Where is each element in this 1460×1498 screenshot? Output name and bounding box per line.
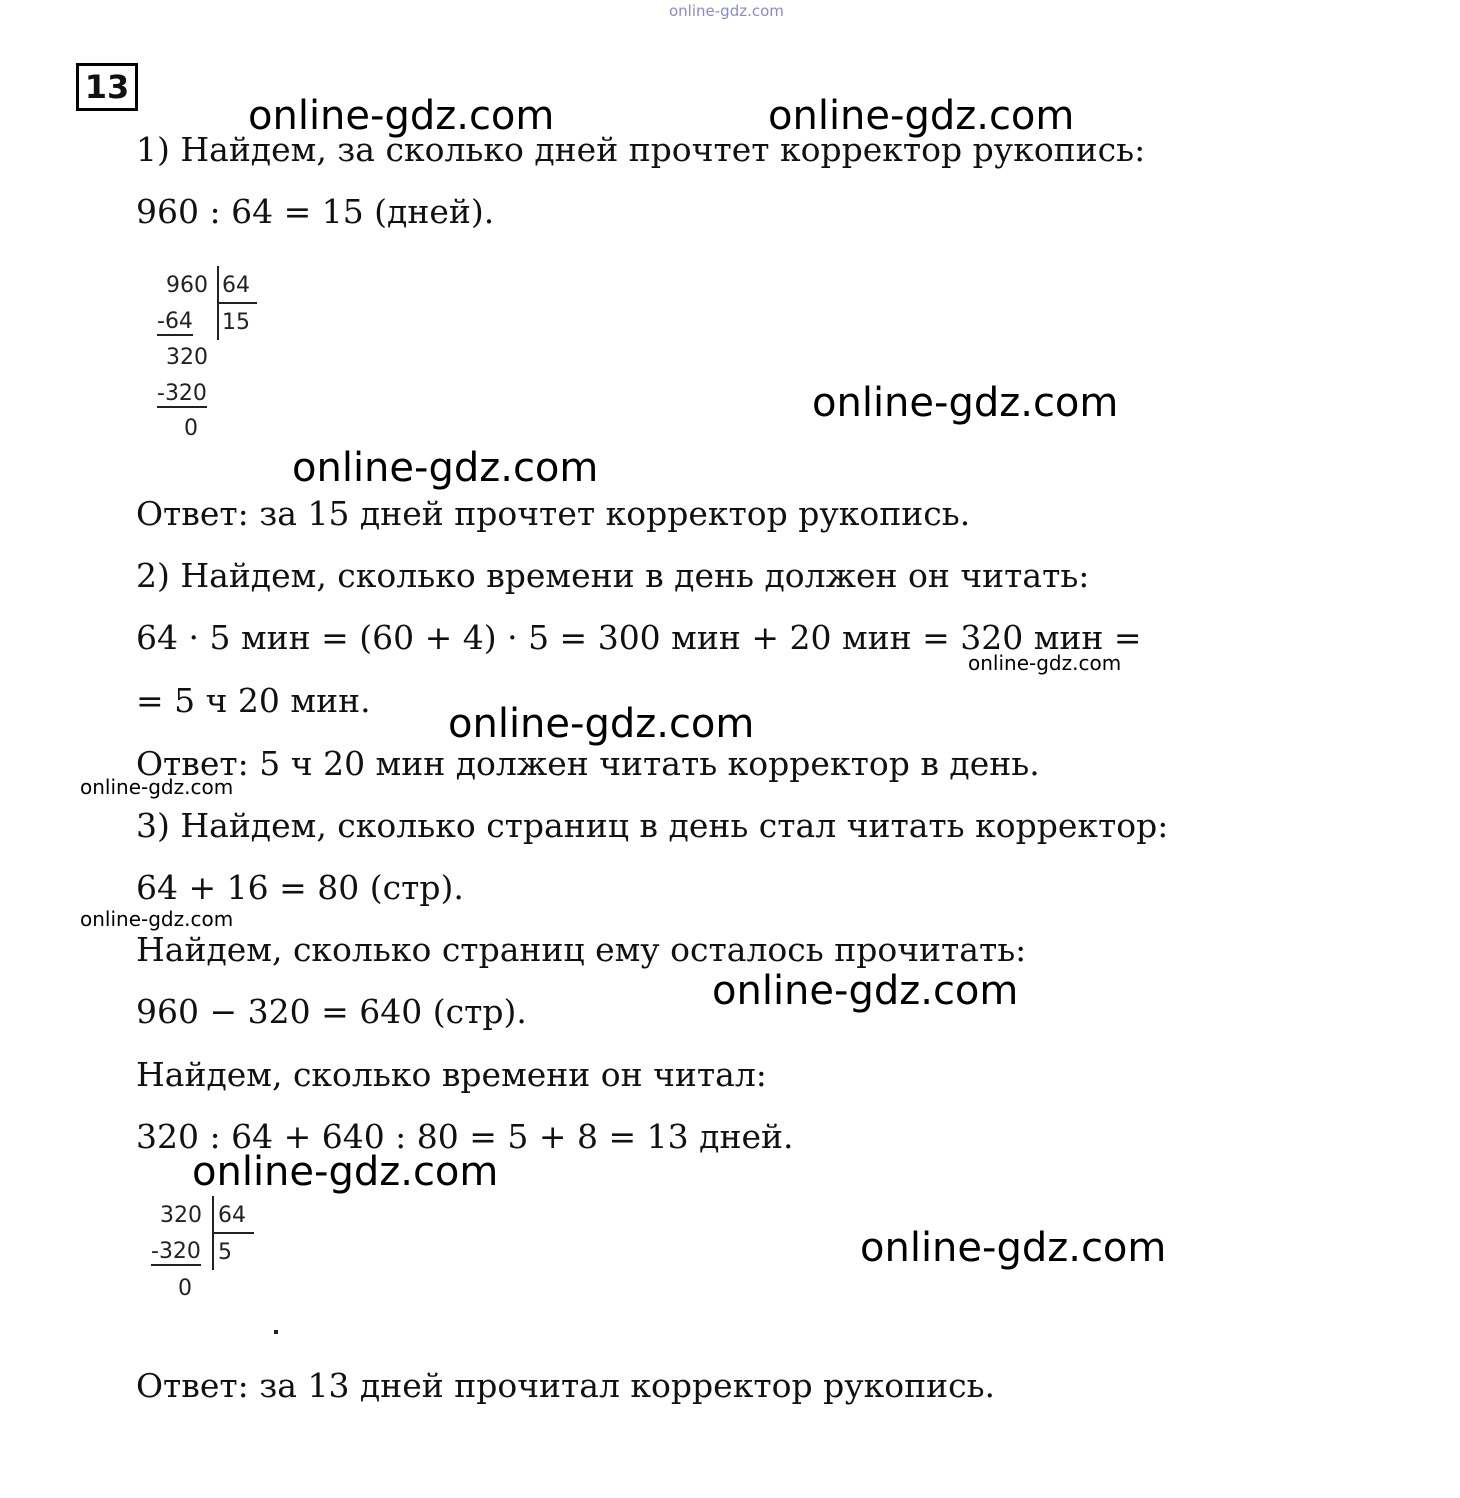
subtrahend: -64 xyxy=(157,309,193,334)
watermark: online-gdz.com xyxy=(448,701,755,747)
stray-dot xyxy=(274,1330,278,1334)
step3-subheading: Найдем, сколько страниц ему осталось прочитать: xyxy=(136,930,1027,969)
step3-equation-3: 320 : 64 + 640 : 80 = 5 + 8 = 13 дней. xyxy=(136,1117,794,1156)
step3-subheading-2: Найдем, сколько времени он читал: xyxy=(136,1055,767,1094)
step2-heading: 2) Найдем, сколько времени в день должен он читать: xyxy=(136,556,1090,595)
watermark: online-gdz.com xyxy=(80,775,234,799)
remainder: 0 xyxy=(184,416,198,441)
divisor: 64 xyxy=(218,1203,246,1228)
step2-equation-cont: = 5 ч 20 мин. xyxy=(136,681,371,720)
watermark: online-gdz.com xyxy=(192,1149,499,1195)
answer-2: Ответ: 5 ч 20 мин должен читать корректор в день. xyxy=(136,744,1040,783)
divisor: 64 xyxy=(222,273,250,298)
watermark-top: online-gdz.com xyxy=(669,2,784,20)
dividend: 960 xyxy=(166,273,208,298)
step1-equation: 960 : 64 = 15 (дней). xyxy=(136,192,495,231)
division-horizontal-bar xyxy=(217,302,257,304)
watermark: online-gdz.com xyxy=(768,93,1075,139)
step3-equation-2: 960 − 320 = 640 (стр). xyxy=(136,992,527,1031)
watermark: online-gdz.com xyxy=(80,907,234,931)
quotient: 15 xyxy=(222,310,250,335)
remainder: 320 xyxy=(166,345,208,370)
watermark: online-gdz.com xyxy=(968,651,1122,675)
division-horizontal-bar xyxy=(212,1232,254,1234)
watermark: online-gdz.com xyxy=(812,380,1119,426)
step1-heading: 1) Найдем, за сколько дней прочтет корректор рукопись: xyxy=(136,130,1146,169)
subtrahend: -320 xyxy=(151,1239,201,1264)
task-number-box: 13 xyxy=(76,63,138,111)
dividend: 320 xyxy=(160,1203,202,1228)
subtrahend: -320 xyxy=(157,381,207,406)
watermark: online-gdz.com xyxy=(292,445,599,491)
step3-equation: 64 + 16 = 80 (стр). xyxy=(136,868,464,907)
watermark: online-gdz.com xyxy=(860,1225,1167,1271)
remainder: 0 xyxy=(178,1276,192,1301)
quotient: 5 xyxy=(218,1240,232,1265)
step3-heading: 3) Найдем, сколько страниц в день стал читать корректор: xyxy=(136,806,1169,845)
answer-1: Ответ: за 15 дней прочтет корректор рукопись. xyxy=(136,494,971,533)
watermark: online-gdz.com xyxy=(248,93,555,139)
answer-3: Ответ: за 13 дней прочитал корректор рукопись. xyxy=(136,1366,996,1405)
step2-equation: 64 · 5 мин = (60 + 4) · 5 = 300 мин + 20 мин = 320 мин = xyxy=(136,618,1142,657)
watermark: online-gdz.com xyxy=(712,968,1019,1014)
